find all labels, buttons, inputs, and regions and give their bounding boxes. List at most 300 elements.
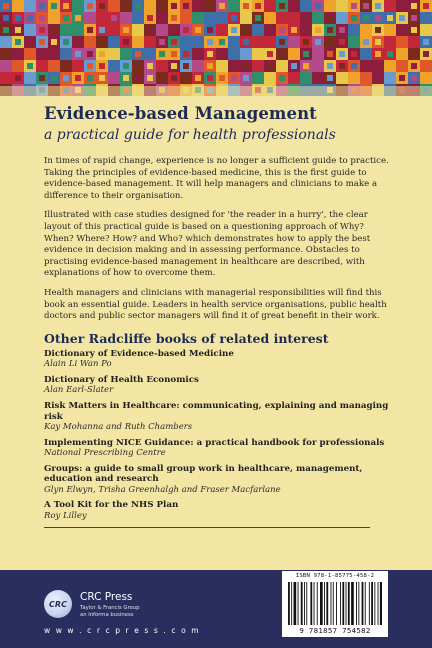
mosaic-tile-inner: [183, 51, 189, 57]
mosaic-tile: [276, 60, 288, 72]
mosaic-tile: [336, 12, 348, 24]
mosaic-tile: [204, 12, 216, 24]
mosaic-tile-inner: [171, 51, 177, 57]
mosaic-tile-inner: [87, 75, 93, 81]
mosaic-tile: [228, 60, 240, 72]
mosaic-tile: [48, 12, 60, 24]
mosaic-tile-inner: [231, 27, 237, 33]
mosaic-tile-inner: [267, 51, 273, 57]
mosaic-tile-inner: [99, 39, 105, 45]
mosaic-tile: [156, 12, 168, 24]
mosaic-tile: [108, 24, 120, 36]
mosaic-tile: [72, 24, 84, 36]
mosaic-tile: [72, 36, 84, 48]
mosaic-tile: [204, 0, 216, 12]
barcode-bar: [362, 582, 364, 625]
mosaic-tile: [24, 48, 36, 60]
mosaic-tile: [360, 24, 372, 36]
mosaic-tile-inner: [279, 3, 285, 9]
mosaic-tile-inner: [207, 39, 213, 45]
mosaic-tile-inner: [219, 39, 225, 45]
mosaic-tile: [192, 36, 204, 48]
mosaic-tile-inner: [243, 75, 249, 81]
mosaic-tile-inner: [171, 3, 177, 9]
mosaic-tile: [24, 24, 36, 36]
mosaic-tile: [144, 48, 156, 60]
barcode-bar: [306, 582, 307, 625]
mosaic-tile-inner: [279, 75, 285, 81]
mosaic-tile-inner: [279, 51, 285, 57]
mosaic-tile: [0, 36, 12, 48]
mosaic-tile-inner: [63, 75, 69, 81]
mosaic-tile: [156, 0, 168, 12]
mosaic-tile-inner: [39, 3, 45, 9]
mosaic-tile-inner: [399, 15, 405, 21]
related-book-title: Dictionary of Evidence-based Medicine: [44, 348, 234, 359]
book-title: Evidence-based Management: [44, 104, 317, 123]
divider-rule: [44, 527, 370, 528]
mosaic-tile: [384, 36, 396, 48]
mosaic-tile-inner: [123, 39, 129, 45]
mosaic-tile: [396, 48, 408, 60]
barcode-bar: [348, 582, 350, 625]
mosaic-tile-inner: [3, 27, 9, 33]
mosaic-tile-inner: [51, 3, 57, 9]
barcode-bar: [356, 582, 357, 625]
mosaic-tile: [192, 12, 204, 24]
mosaic-tile: [120, 0, 132, 12]
mosaic-tile-inner: [123, 75, 129, 81]
mosaic-tile: [420, 72, 432, 84]
mosaic-tile: [60, 48, 72, 60]
mosaic-tile: [324, 36, 336, 48]
mosaic-tile: [264, 12, 276, 24]
related-book-item: [44, 375, 394, 396]
mosaic-tile-inner: [327, 27, 333, 33]
mosaic-tile: [384, 72, 396, 84]
mosaic-tile-inner: [351, 15, 357, 21]
barcode-bar: [291, 582, 292, 625]
mosaic-tile: [240, 12, 252, 24]
mosaic-tile: [336, 0, 348, 12]
related-book-item: [44, 401, 394, 433]
mosaic-tile: [72, 0, 84, 12]
related-books-heading: Other Radcliffe books of related interest: [44, 330, 329, 346]
mosaic-tile-inner: [3, 3, 9, 9]
mosaic-tile: [180, 36, 192, 48]
mosaic-tile: [180, 72, 192, 84]
barcode-bar: [317, 582, 318, 625]
mosaic-tile-inner: [255, 3, 261, 9]
mosaic-tile-inner: [291, 27, 297, 33]
mosaic-tile: [12, 0, 24, 12]
barcode-bar: [369, 582, 370, 625]
mosaic-tile-inner: [207, 51, 213, 57]
mosaic-tile-inner: [171, 63, 177, 69]
mosaic-tile-inner: [147, 15, 153, 21]
mosaic-tile: [312, 72, 324, 84]
barcode-digits: 9 781857 754582: [299, 626, 371, 635]
mosaic-tile-inner: [351, 63, 357, 69]
mosaic-tile: [0, 60, 12, 72]
mosaic-tile-inner: [327, 75, 333, 81]
mosaic-tile-inner: [27, 15, 33, 21]
mosaic-tile-inner: [195, 27, 201, 33]
barcode-bar: [365, 582, 366, 625]
mosaic-tile-inner: [219, 3, 225, 9]
mosaic-tile-inner: [399, 75, 405, 81]
mosaic-tile-inner: [315, 3, 321, 9]
mosaic-tile-inner: [243, 39, 249, 45]
mosaic-tile-inner: [123, 27, 129, 33]
cover-mosaic-artwork: [0, 0, 432, 96]
mosaic-tile: [300, 12, 312, 24]
mosaic-tile: [120, 48, 132, 60]
mosaic-tile-inner: [363, 15, 369, 21]
mosaic-tile-inner: [375, 15, 381, 21]
mosaic-tile-inner: [279, 15, 285, 21]
isbn-barcode: [282, 571, 388, 637]
mosaic-tile: [132, 36, 144, 48]
isbn-label: ISBN 978-1-85775-458-2: [295, 573, 375, 579]
mosaic-fade: [0, 86, 432, 96]
mosaic-tile-inner: [375, 27, 381, 33]
mosaic-tile: [108, 72, 120, 84]
mosaic-tile: [156, 60, 168, 72]
mosaic-tile: [84, 36, 96, 48]
mosaic-tile: [240, 48, 252, 60]
barcode-bar: [298, 582, 299, 625]
mosaic-tile-inner: [111, 15, 117, 21]
mosaic-tile: [144, 0, 156, 12]
mosaic-tile-inner: [99, 3, 105, 9]
barcode-bar: [371, 582, 373, 625]
mosaic-tile-inner: [207, 27, 213, 33]
related-book-title: Groups: a guide to small group work in healthcare, management, education and research: [44, 463, 363, 485]
mosaic-tile: [240, 24, 252, 36]
mosaic-tile: [12, 48, 24, 60]
mosaic-tile: [0, 72, 12, 84]
mosaic-tile-inner: [207, 75, 213, 81]
mosaic-tile: [324, 0, 336, 12]
barcode-bar: [301, 582, 303, 625]
mosaic-tile: [300, 0, 312, 12]
mosaic-tile-inner: [231, 75, 237, 81]
mosaic-tile-inner: [39, 15, 45, 21]
mosaic-tile-inner: [411, 63, 417, 69]
publisher-url: w w w . c r c p r e s s . c o m: [44, 626, 201, 635]
related-book-title: Dictionary of Health Economics: [44, 374, 199, 385]
mosaic-tile: [420, 24, 432, 36]
mosaic-tile-inner: [411, 75, 417, 81]
mosaic-tile: [384, 60, 396, 72]
barcode-bar: [294, 582, 297, 625]
mosaic-tile: [396, 24, 408, 36]
mosaic-tile-inner: [375, 51, 381, 57]
mosaic-tile: [288, 12, 300, 24]
mosaic-tile: [360, 72, 372, 84]
mosaic-tile: [384, 0, 396, 12]
barcode-bar: [331, 582, 332, 625]
mosaic-tile: [288, 36, 300, 48]
mosaic-tile: [288, 0, 300, 12]
barcode-bar: [374, 582, 375, 625]
mosaic-tile-inner: [39, 39, 45, 45]
mosaic-tile: [144, 36, 156, 48]
publisher-informa: an informa business: [80, 612, 134, 618]
related-book-author: Alan Earl-Slater: [44, 385, 114, 396]
barcode-bar: [333, 582, 334, 625]
mosaic-tile: [192, 48, 204, 60]
mosaic-tile: [180, 12, 192, 24]
mosaic-tile-inner: [99, 51, 105, 57]
mosaic-tile: [156, 72, 168, 84]
mosaic-tile-inner: [147, 63, 153, 69]
mosaic-tile-inner: [315, 39, 321, 45]
mosaic-tile: [264, 36, 276, 48]
mosaic-tile: [36, 60, 48, 72]
mosaic-tile-inner: [351, 3, 357, 9]
mosaic-tile: [216, 48, 228, 60]
back-cover-text: [44, 104, 394, 528]
mosaic-tile-inner: [183, 63, 189, 69]
mosaic-tile-inner: [423, 3, 429, 9]
mosaic-tile: [156, 24, 168, 36]
barcode-bar: [288, 582, 290, 625]
mosaic-tile-inner: [99, 63, 105, 69]
mosaic-tile-inner: [63, 3, 69, 9]
mosaic-tile-inner: [87, 3, 93, 9]
mosaic-tile: [360, 60, 372, 72]
mosaic-tile-inner: [255, 15, 261, 21]
barcode-bar: [380, 582, 382, 625]
barcode-bar: [310, 582, 312, 625]
mosaic-tile: [120, 12, 132, 24]
barcode-bar: [342, 582, 344, 625]
related-book-author: National Prescribing Centre: [44, 448, 166, 459]
mosaic-tile: [132, 60, 144, 72]
publisher-group: Taylor & Francis Group: [80, 605, 140, 611]
related-book-author: Alain Li Wan Po: [44, 359, 112, 370]
mosaic-tile-inner: [363, 3, 369, 9]
mosaic-tile-inner: [159, 39, 165, 45]
barcode-bar: [320, 582, 323, 625]
mosaic-tile: [216, 24, 228, 36]
mosaic-tile-inner: [183, 3, 189, 9]
mosaic-tile-inner: [147, 75, 153, 81]
mosaic-tile-inner: [423, 51, 429, 57]
mosaic-tile-inner: [171, 39, 177, 45]
mosaic-tile: [216, 60, 228, 72]
mosaic-tile-inner: [39, 27, 45, 33]
mosaic-tile: [408, 36, 420, 48]
mosaic-tile-inner: [339, 63, 345, 69]
mosaic-tile-inner: [75, 15, 81, 21]
mosaic-tile: [348, 72, 360, 84]
mosaic-tile: [264, 72, 276, 84]
mosaic-tile: [60, 24, 72, 36]
mosaic-tile: [384, 24, 396, 36]
mosaic-tile-inner: [423, 39, 429, 45]
mosaic-tile-inner: [87, 27, 93, 33]
mosaic-tile: [228, 48, 240, 60]
mosaic-tile-inner: [387, 51, 393, 57]
mosaic-tile-inner: [315, 27, 321, 33]
mosaic-tile-inner: [219, 75, 225, 81]
mosaic-tile: [288, 72, 300, 84]
barcode-bars: [288, 582, 382, 625]
mosaic-tile-inner: [15, 27, 21, 33]
mosaic-tile: [252, 72, 264, 84]
mosaic-tile: [348, 36, 360, 48]
mosaic-tile-inner: [303, 51, 309, 57]
mosaic-tile-inner: [51, 39, 57, 45]
mosaic-tile-inner: [15, 39, 21, 45]
mosaic-tile-inner: [411, 3, 417, 9]
mosaic-tile-inner: [63, 15, 69, 21]
crc-logo-icon: CRC: [44, 590, 72, 618]
mosaic-tile-inner: [279, 39, 285, 45]
mosaic-tile: [348, 24, 360, 36]
related-book-item: [44, 438, 394, 459]
mosaic-tile-inner: [231, 15, 237, 21]
mosaic-tile: [48, 48, 60, 60]
mosaic-tile-inner: [111, 39, 117, 45]
mosaic-tile-inner: [303, 39, 309, 45]
barcode-bar: [358, 582, 359, 625]
barcode-bar: [304, 582, 305, 625]
mosaic-tile: [192, 0, 204, 12]
mosaic-tile-inner: [327, 15, 333, 21]
mosaic-tile-inner: [243, 3, 249, 9]
mosaic-tile-inner: [375, 3, 381, 9]
mosaic-tile-inner: [423, 63, 429, 69]
mosaic-tile: [108, 0, 120, 12]
mosaic-tile: [108, 48, 120, 60]
mosaic-tile-inner: [339, 27, 345, 33]
mosaic-tile: [0, 48, 12, 60]
barcode-bar: [378, 582, 379, 625]
related-book-title: A Tool Kit for the NHS Plan: [44, 500, 179, 511]
blurb-paragraph-2: Illustrated with case studies designed for 'the reader in a hurry', the clear layout of this practical guide is based on a questioning approach of Why? When? Where? How? and Who? which demonstrates how to apply the best evidence in decision making and in assessing performance. Obstacles to practising evidence-based management in healthcare are described, with explanations of how to overcome them.: [44, 210, 371, 279]
mosaic-tile-inner: [75, 75, 81, 81]
mosaic-tile-inner: [339, 39, 345, 45]
barcode-bar: [340, 582, 341, 625]
related-book-title: Risk Matters in Healthcare: communicating, explaining and managing risk: [44, 400, 389, 422]
mosaic-tile-inner: [291, 63, 297, 69]
barcode-bar: [346, 582, 347, 625]
mosaic-tile-inner: [51, 75, 57, 81]
mosaic-tile: [132, 12, 144, 24]
mosaic-tile-inner: [339, 51, 345, 57]
related-book-item: [44, 464, 394, 496]
mosaic-tile-inner: [147, 27, 153, 33]
mosaic-tile: [396, 0, 408, 12]
mosaic-tile: [48, 60, 60, 72]
mosaic-tile-inner: [183, 27, 189, 33]
mosaic-tile: [264, 0, 276, 12]
mosaic-tile-inner: [195, 75, 201, 81]
barcode-bar: [314, 582, 315, 625]
mosaic-tile-inner: [99, 27, 105, 33]
mosaic-tile: [228, 36, 240, 48]
blurb-paragraph-1: In times of rapid change, experience is no longer a sufficient guide to practice. Taking the principles of evidence-based medicine, this is the first guide to evidence-based management. It will help managers and clinicians to make a difference to their organisation.: [44, 156, 389, 201]
mosaic-tile: [372, 60, 384, 72]
mosaic-tile-inner: [279, 27, 285, 33]
mosaic-tile: [336, 72, 348, 84]
mosaic-tile: [372, 72, 384, 84]
mosaic-tile-inner: [75, 51, 81, 57]
mosaic-tile-inner: [171, 15, 177, 21]
mosaic-tile-inner: [327, 51, 333, 57]
mosaic-tile: [216, 12, 228, 24]
mosaic-tile-inner: [87, 63, 93, 69]
mosaic-tile-inner: [87, 51, 93, 57]
publisher-name: CRC Press: [80, 591, 133, 603]
mosaic-tile-inner: [315, 63, 321, 69]
related-book-author: Roy Lilley: [44, 510, 87, 521]
mosaic-tile: [24, 72, 36, 84]
mosaic-tile: [396, 60, 408, 72]
mosaic-tile: [252, 48, 264, 60]
mosaic-tile: [312, 12, 324, 24]
mosaic-tile: [60, 60, 72, 72]
related-book-item: [44, 500, 394, 521]
mosaic-tile-inner: [375, 39, 381, 45]
mosaic-tile: [252, 24, 264, 36]
barcode-bar: [351, 582, 354, 625]
mosaic-tile: [360, 48, 372, 60]
mosaic-tile-inner: [351, 51, 357, 57]
mosaic-tile: [36, 48, 48, 60]
mosaic-tile-inner: [135, 51, 141, 57]
mosaic-tile: [252, 60, 264, 72]
barcode-bar: [326, 582, 328, 625]
mosaic-tile: [24, 36, 36, 48]
mosaic-tile-inner: [39, 75, 45, 81]
mosaic-tile-inner: [411, 15, 417, 21]
mosaic-tile: [168, 24, 180, 36]
mosaic-tile-inner: [303, 63, 309, 69]
mosaic-tile-inner: [63, 39, 69, 45]
related-book-author: Kay Mohanna and Ruth Chambers: [44, 422, 193, 433]
mosaic-tile: [108, 60, 120, 72]
mosaic-tile: [72, 60, 84, 72]
mosaic-tile-inner: [411, 27, 417, 33]
mosaic-tile-inner: [243, 63, 249, 69]
mosaic-tile: [12, 60, 24, 72]
related-book-item: [44, 349, 394, 370]
mosaic-tile: [96, 12, 108, 24]
barcode-bar: [324, 582, 325, 625]
mosaic-tile: [24, 0, 36, 12]
mosaic-tile-inner: [123, 63, 129, 69]
related-book-title: Implementing NICE Guidance: a practical handbook for professionals: [44, 437, 385, 448]
mosaic-tile: [312, 48, 324, 60]
book-subtitle: a practical guide for health professionals: [44, 127, 336, 143]
related-book-author: Glyn Elwyn, Trisha Greenhalgh and Fraser Macfarlane: [44, 484, 281, 495]
mosaic-tile-inner: [135, 3, 141, 9]
mosaic-tile-inner: [387, 15, 393, 21]
mosaic-tile: [132, 24, 144, 36]
mosaic-tile: [300, 72, 312, 84]
mosaic-tile: [408, 48, 420, 60]
mosaic-tile-inner: [327, 63, 333, 69]
mosaic-tile-inner: [27, 63, 33, 69]
mosaic-tile: [396, 36, 408, 48]
mosaic-tile: [192, 60, 204, 72]
mosaic-tile-inner: [255, 39, 261, 45]
